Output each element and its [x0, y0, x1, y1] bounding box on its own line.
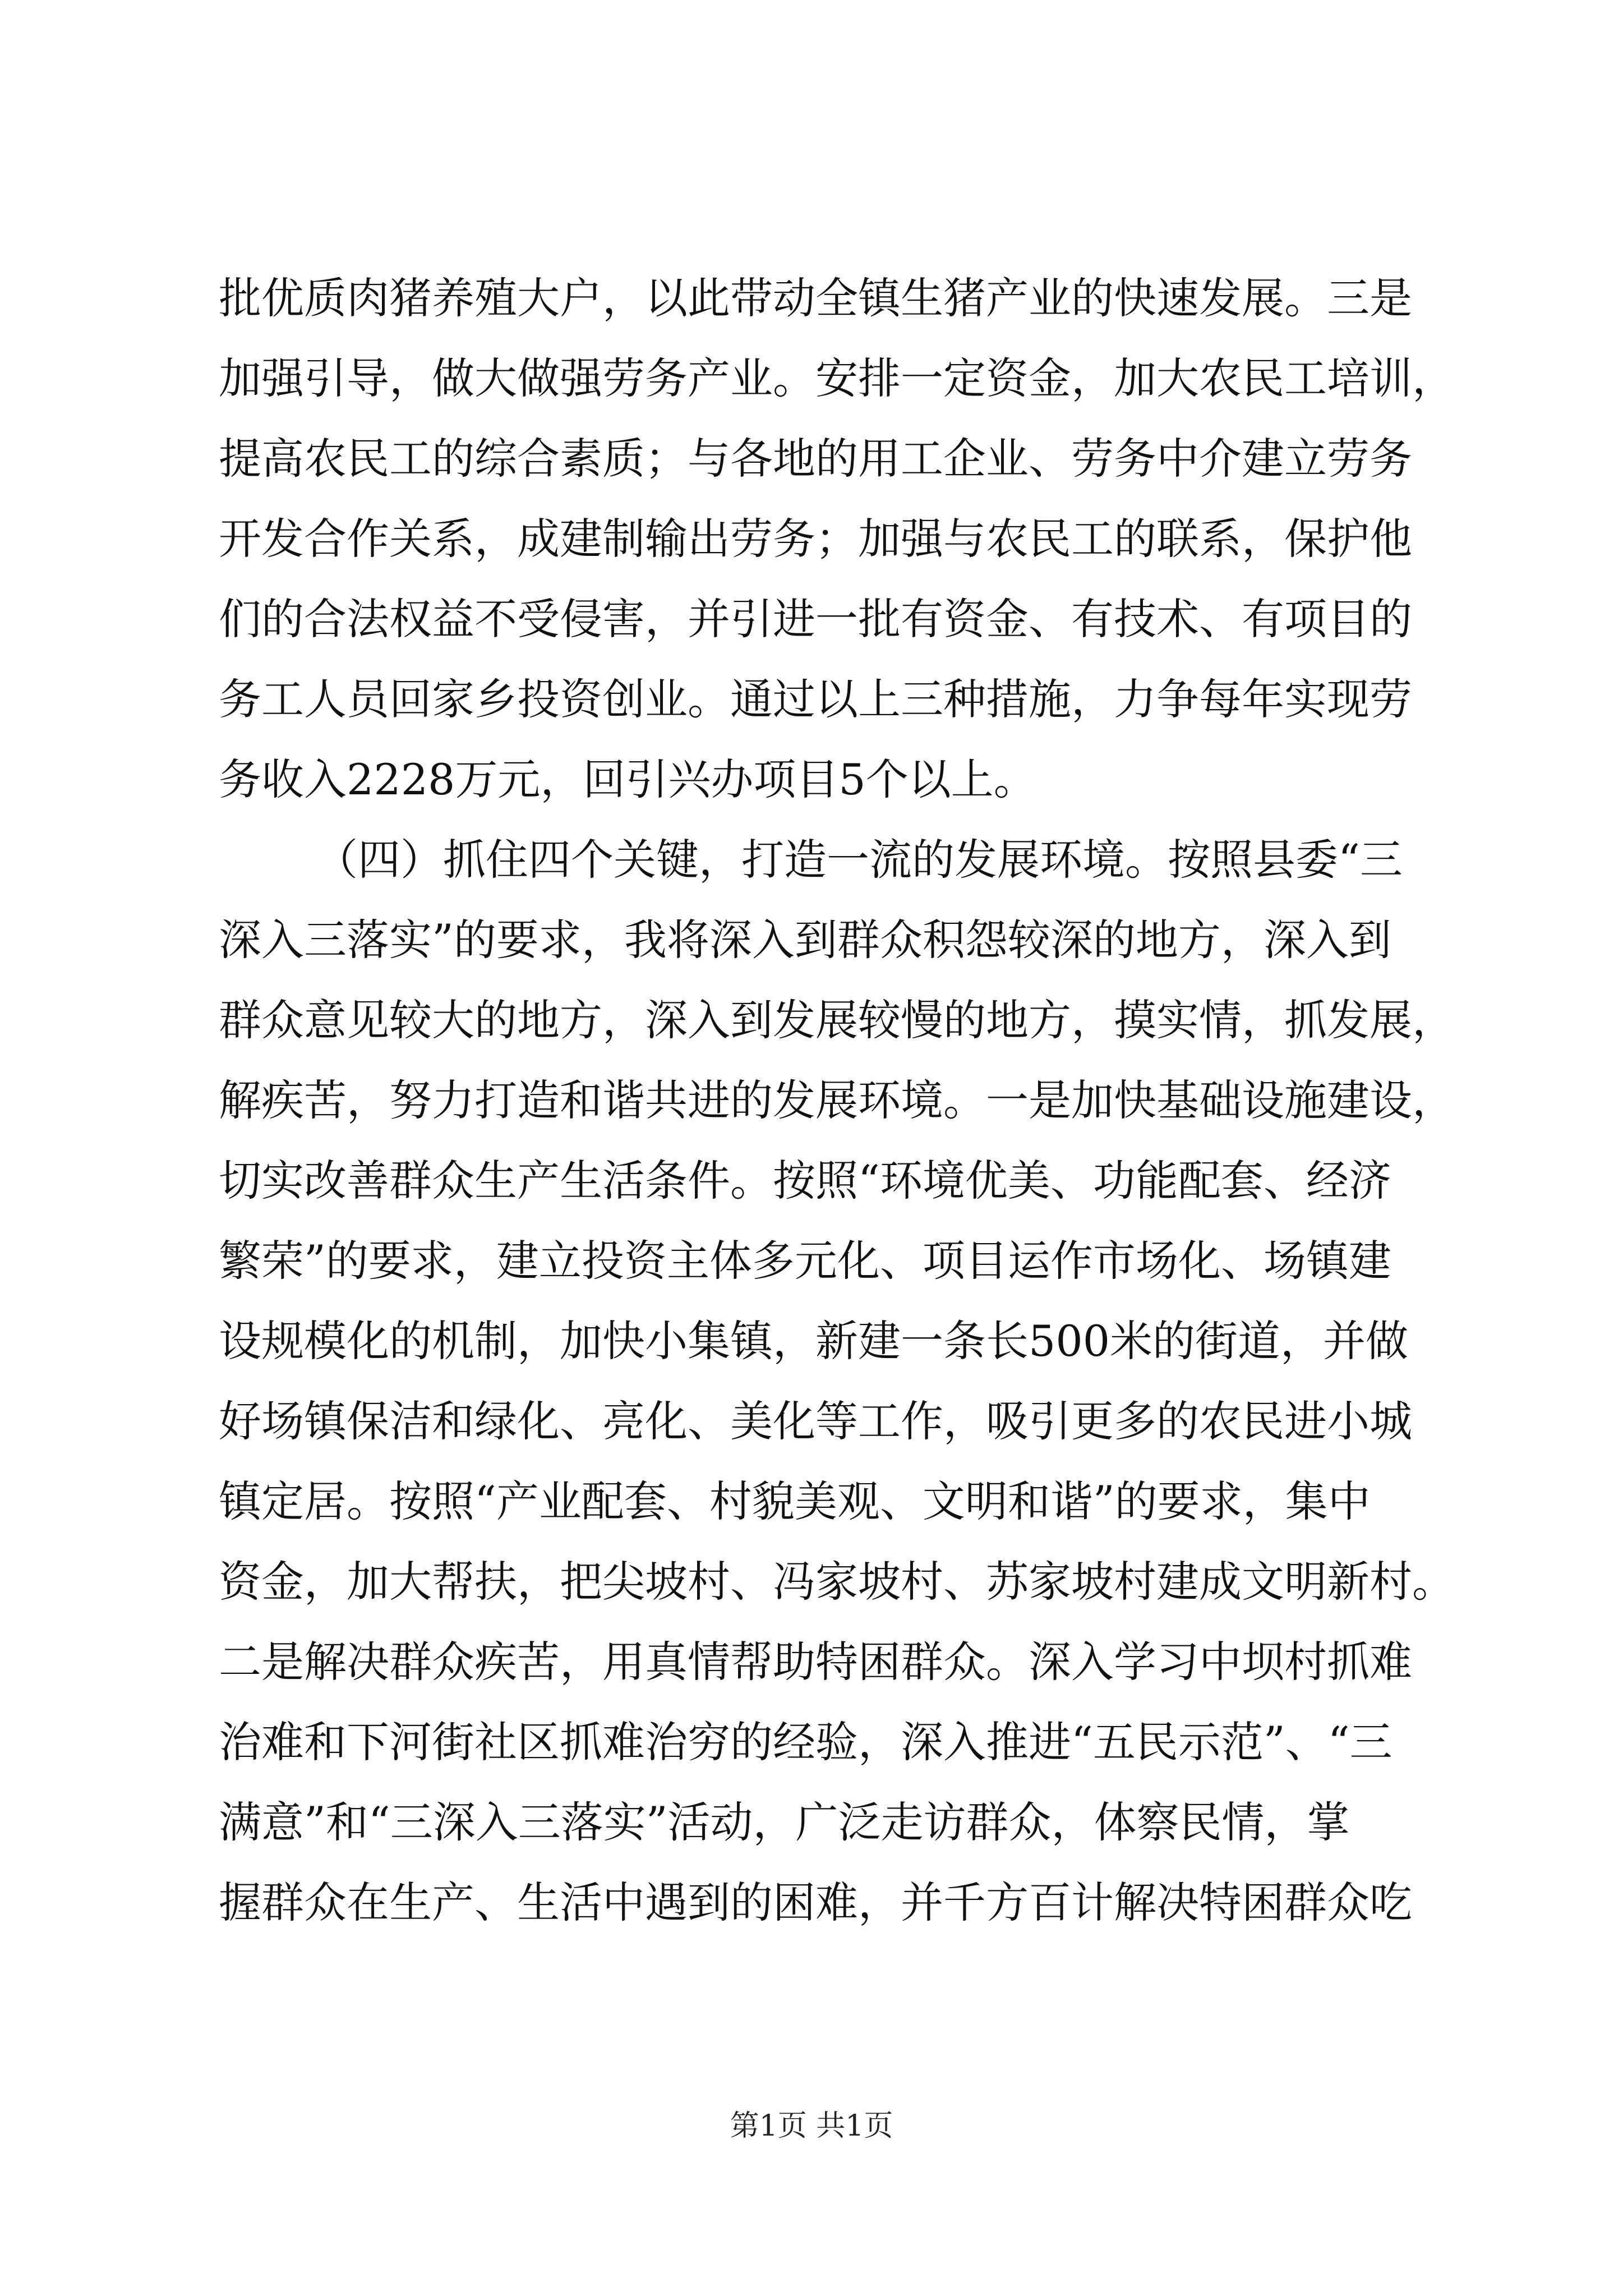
text-line: 握群众在生产、生活中遇到的困难，并千方百计解决特困群众吃: [219, 1878, 1412, 1927]
text-line: 二是解决群众疾苦，用真情帮助特困群众。深入学习中坝村抓难: [219, 1637, 1412, 1687]
text-line: 群众意见较大的地方，深入到发展较慢的地方，摸实情，抓发展，: [219, 995, 1455, 1045]
text-line: 好场镇保洁和绿化、亮化、美化等工作，吸引更多的农民进小城: [219, 1396, 1412, 1446]
text-line: 加强引导，做大做强劳务产业。安排一定资金，加大农民工培训，: [219, 353, 1455, 403]
text-line: 切实改善群众生产生活条件。按照“环境优美、功能配套、经济: [219, 1156, 1391, 1205]
text-line: 务工人员回家乡投资创业。通过以上三种措施，力争每年实现劳: [219, 674, 1412, 724]
text-line: 治难和下河街社区抓难治穷的经验，深入推进“五民示范”、“三: [219, 1717, 1393, 1767]
text-line: 满意”和“三深入三落实”活动，广泛走访群众，体察民情，掌: [219, 1797, 1350, 1847]
text-line: 解疾苦，努力打造和谐共进的发展环境。一是加快基础设施建设，: [219, 1075, 1455, 1125]
text-line: 镇定居。按照“产业配套、村貌美观、文明和谐”的要求，集中: [219, 1476, 1371, 1526]
paragraph-start-line: （四）抓住四个关键，打造一流的发展环境。按照县委“三: [315, 835, 1403, 885]
text-line: 深入三落实”的要求，我将深入到群众积怨较深的地方，深入到: [219, 915, 1391, 965]
text-line: 资金，加大帮扶，把尖坡村、冯家坡村、苏家坡村建成文明新村。: [219, 1557, 1455, 1607]
text-line: 务收入2228万元，回引兴办项目5个以上。: [219, 754, 1036, 804]
text-line: 提高农民工的综合素质；与各地的用工企业、劳务中介建立劳务: [219, 434, 1412, 484]
text-line: 开发合作关系，成建制输出劳务；加强与农民工的联系，保护他: [219, 514, 1412, 564]
text-line: 设规模化的机制，加快小集镇，新建一条长500米的街道，并做: [219, 1316, 1409, 1366]
text-line: 批优质肉猪养殖大户，以此带动全镇生猪产业的快速发展。三是: [219, 273, 1412, 323]
text-line: 们的合法权益不受侵害，并引进一批有资金、有技术、有项目的: [219, 594, 1412, 644]
page-footer: 第1页 共1页: [730, 2109, 893, 2143]
document-body: [219, 258, 1455, 1943]
text-line: 繁荣”的要求，建立投资主体多元化、项目运作市场化、场镇建: [219, 1236, 1391, 1286]
